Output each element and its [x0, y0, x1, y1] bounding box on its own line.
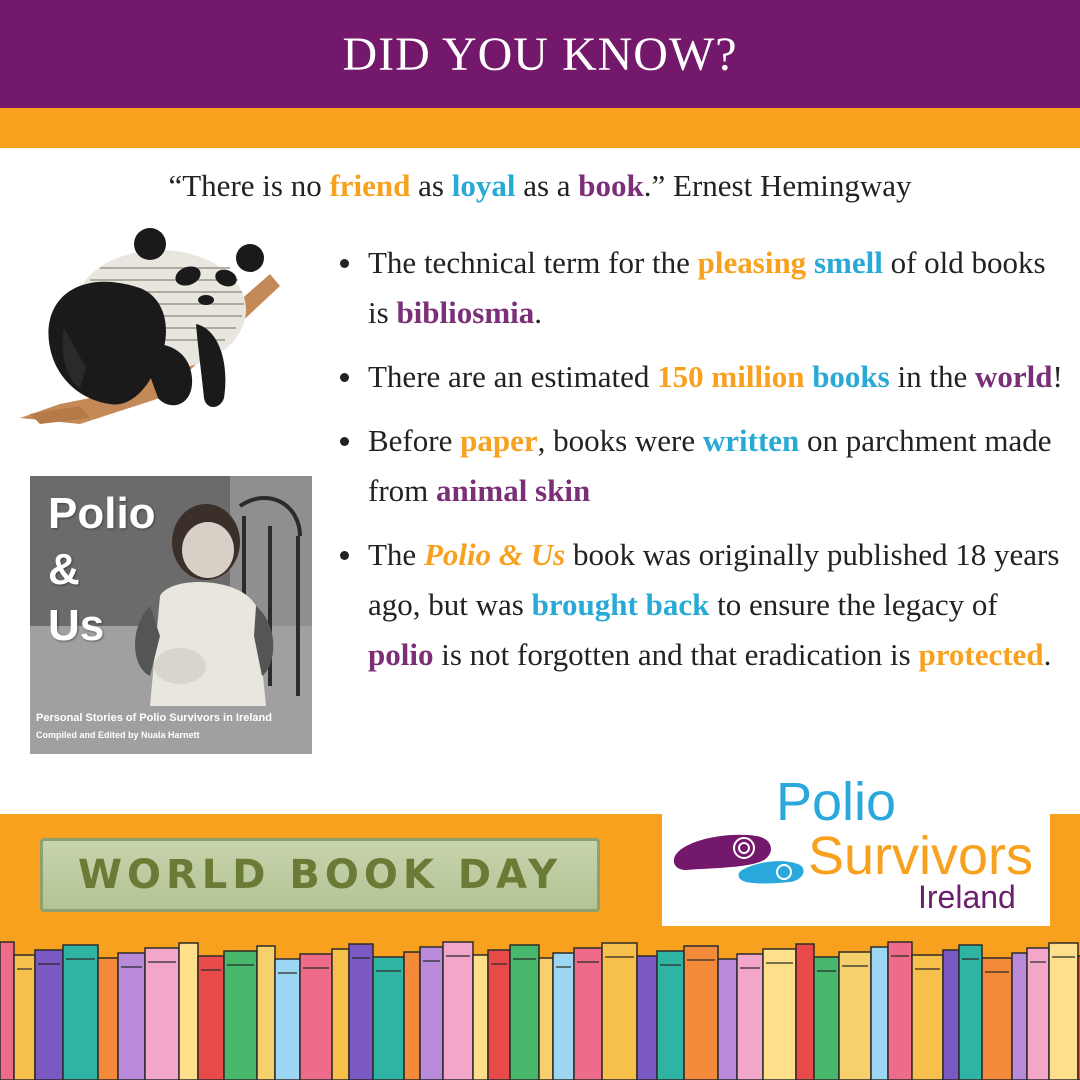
panda-illustration [20, 228, 280, 438]
quote-open: “There is no [168, 168, 330, 203]
fact-text [806, 245, 814, 280]
book-spine [718, 959, 737, 1080]
book-spine [35, 950, 63, 1080]
fact-text: ! [1052, 359, 1063, 394]
book-spine [443, 942, 473, 1080]
world-book-day-banner: WORLD BOOK DAY [40, 838, 600, 912]
book-spine [488, 950, 510, 1080]
fact-text: of old books is [368, 245, 1046, 330]
book-spine [98, 958, 118, 1080]
fact-text: Before [368, 423, 461, 458]
cover-title-line1: Polio [48, 489, 156, 538]
logo-line-ireland: Ireland [918, 879, 1016, 915]
book-spine [373, 957, 404, 1080]
fact-keyword: bibliosmia [396, 295, 535, 330]
book-spine [796, 944, 814, 1080]
page-title: DID YOU KNOW? [0, 0, 1080, 108]
fact-text: is not forgotten and that eradication is [433, 637, 919, 672]
book-spine [1049, 943, 1078, 1080]
book-spine [1012, 953, 1027, 1080]
fact-item [336, 416, 1066, 516]
book-spine [553, 953, 574, 1080]
fact-text: book was originally published 18 years ago, but was [368, 537, 1060, 622]
book-spine [637, 956, 657, 1080]
book-spine [982, 958, 1012, 1080]
book-spine [145, 948, 179, 1080]
book-spine [198, 956, 224, 1080]
fact-text: The [368, 537, 424, 572]
book-spine [14, 955, 35, 1080]
quote-word-friend: friend [329, 168, 411, 203]
logo-line-survivors: Survivors [808, 826, 1034, 886]
cover-title-line3: Us [48, 601, 105, 650]
book-spine [1027, 948, 1049, 1080]
book-spine [763, 949, 796, 1080]
book-spine [684, 946, 718, 1080]
quote-word-loyal: loyal [451, 168, 516, 203]
fact-keyword: smell [813, 245, 883, 280]
book-spine [404, 952, 420, 1080]
fact-item [336, 238, 1066, 338]
book-spine [224, 951, 257, 1080]
book-spine [959, 945, 982, 1080]
fact-item [336, 352, 1066, 402]
quote-close: .” Ernest Hemingway [643, 168, 912, 203]
cover-editor: Compiled and Edited by Nuala Harnett [36, 730, 200, 740]
book-spine [179, 943, 198, 1080]
quote-mid1: as [410, 168, 452, 203]
quote-word-book: book [578, 168, 644, 203]
cover-subtitle: Personal Stories of Polio Survivors in Ireland [36, 712, 272, 724]
fact-keyword: world [974, 359, 1053, 394]
quote-mid2: as a [515, 168, 579, 203]
fact-text: The technical term for the [368, 245, 698, 280]
orange-band [0, 108, 1080, 148]
book-spine [839, 952, 871, 1080]
book-spine [657, 951, 684, 1080]
book-spine [63, 945, 98, 1080]
book-spine [510, 945, 539, 1080]
fact-text: There are an estimated [368, 359, 658, 394]
polio-and-us-book-cover [30, 476, 312, 754]
book-spine [814, 957, 839, 1080]
cover-title-line2: & [48, 545, 80, 594]
bookshelf-illustration [0, 938, 1080, 1080]
hemingway-quote [0, 168, 1080, 204]
fact-keyword: protected [918, 637, 1044, 672]
book-spine [888, 942, 912, 1080]
fact-text: . [534, 295, 543, 330]
book-spine [257, 946, 275, 1080]
fact-keyword: polio [368, 637, 434, 672]
fact-keyword: Polio & Us [423, 537, 566, 572]
book-spine [349, 944, 373, 1080]
facts-list [336, 238, 1066, 694]
fact-text: , books were [537, 423, 703, 458]
fact-keyword: pleasing [697, 245, 807, 280]
fact-keyword: paper [460, 423, 538, 458]
fact-keyword: animal skin [436, 473, 591, 508]
fact-text: to ensure the legacy of [709, 587, 998, 622]
book-spine [912, 955, 943, 1080]
fact-text: in the [889, 359, 975, 394]
fact-keyword: 150 million [657, 359, 805, 394]
fact-text: on parchment made from [368, 423, 1052, 508]
book-spine [574, 948, 602, 1080]
book-spine [275, 959, 300, 1080]
book-spine [300, 954, 332, 1080]
book-spine [602, 943, 637, 1080]
logo-line-polio: Polio [776, 772, 897, 832]
book-spine [737, 954, 763, 1080]
fact-keyword: books [812, 359, 890, 394]
book-spine [332, 949, 349, 1080]
book-spine [0, 942, 14, 1080]
book-spine [118, 953, 145, 1080]
book-spine [473, 955, 488, 1080]
fact-text: . [1043, 637, 1052, 672]
cover-title [48, 486, 156, 654]
polio-survivors-ireland-logo [662, 768, 1050, 926]
fact-item [336, 530, 1066, 680]
book-spine [871, 947, 888, 1080]
book-spine [943, 950, 959, 1080]
fact-keyword: brought back [531, 587, 710, 622]
book-spine [539, 958, 553, 1080]
book-spine [420, 947, 443, 1080]
fact-keyword: written [702, 423, 800, 458]
